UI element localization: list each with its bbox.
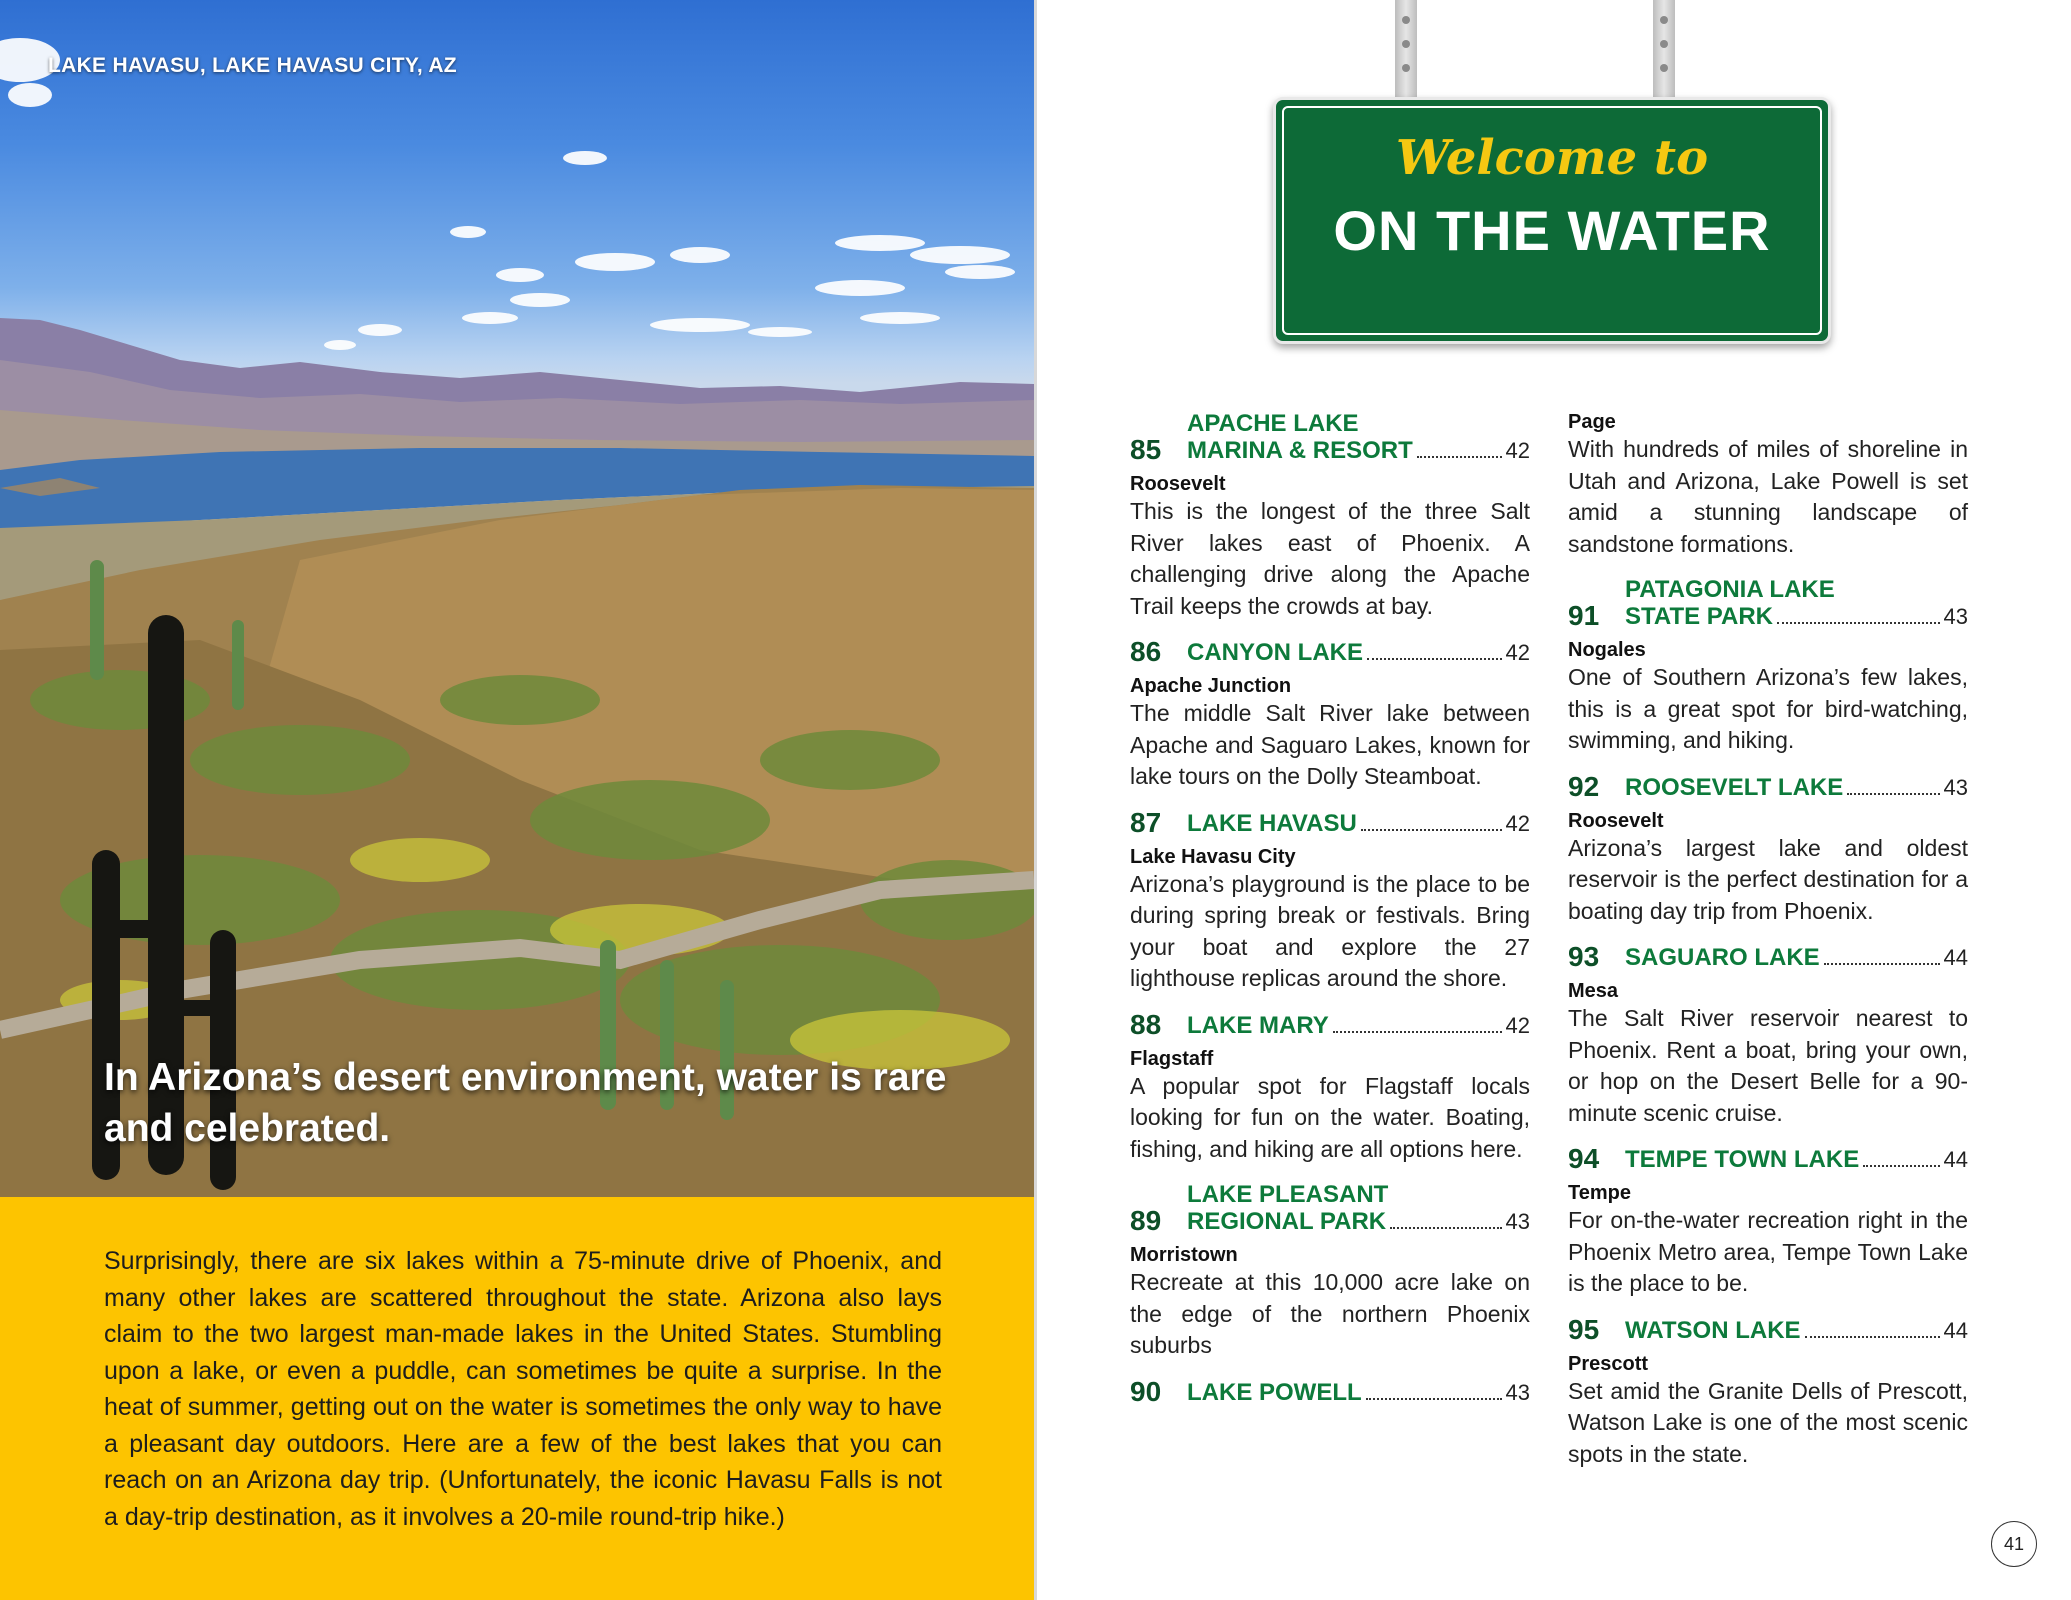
- entry-number: 93: [1568, 941, 1600, 972]
- sign-welcome-text: Welcome to: [1395, 130, 1709, 186]
- lake-entry: [1568, 1313, 1968, 1471]
- entry-title: APACHE LAKE: [1187, 410, 1359, 437]
- entry-description: Recreate at this 10,000 acre lake on the edge of the northern Phoenix suburbs: [1130, 1269, 1530, 1358]
- entry-location: Lake Havasu City: [1130, 845, 1296, 868]
- entry-heading: [1568, 576, 1968, 630]
- entry-location: Prescott: [1568, 1352, 1649, 1375]
- page-number: 41: [1991, 1521, 2037, 1567]
- entry-page-ref: 42: [1505, 640, 1530, 665]
- entry-number: 94: [1568, 1143, 1600, 1174]
- photo-caption: LAKE HAVASU, LAKE HAVASU CITY, AZ: [48, 54, 457, 77]
- entry-page-ref: 42: [1505, 1012, 1530, 1038]
- lake-entry: [1568, 943, 1968, 1129]
- lake-entry: [1568, 576, 1968, 757]
- intro-paragraph: Surprisingly, there are six lakes within a 75-minute drive of Phoenix, and many other lakes are scattered throughout the state. Arizona also lays claim to the two largest man-made lakes in the United States. Stumbling upon a lake, or even a puddle, can sometimes be quite a surprise. In the heat of summer, getting out on the water is sometimes the only way to have a pleasant day outdoors. Here are a few of the best lakes that you can reach on an Arizona day trip. (Unfortunately, the iconic Havasu Falls is not a day-trip destination, as it involves a 20-mile round-trip hike.): [104, 1247, 942, 1531]
- leader-dots: [1805, 1336, 1940, 1338]
- lake-entry: [1130, 1008, 1530, 1166]
- entry-number: 87: [1130, 806, 1162, 838]
- leader-dots: [1847, 793, 1939, 795]
- entry-description: The middle Salt River lake between Apache and Saguaro Lakes, known for lake tours on the Dolly Steamboat.: [1130, 700, 1530, 789]
- entry-heading: [1130, 638, 1530, 666]
- entry-location: Page: [1568, 411, 1616, 433]
- lake-entry: [1568, 1145, 1968, 1300]
- sign-post-left: [1395, 0, 1417, 106]
- entry-page-ref: 44: [1943, 1147, 1968, 1172]
- entry-location: Apache Junction: [1130, 675, 1292, 697]
- leader-dots: [1361, 829, 1502, 831]
- entry-number: 92: [1568, 770, 1600, 802]
- entry-heading: [1568, 943, 1968, 971]
- entry-title: LAKE MARY: [1187, 1011, 1329, 1039]
- entry-page-ref: 44: [1943, 1317, 1968, 1343]
- entry-heading: [1130, 1375, 1530, 1407]
- entry-heading: [1130, 1181, 1530, 1235]
- entry-title: LAKE POWELL: [1187, 1378, 1362, 1406]
- entry-description: With hundreds of miles of shoreline in Utah and Arizona, Lake Powell is set amid a stunning landscape of sandstone formations.: [1568, 436, 1968, 557]
- entry-number: 91: [1568, 600, 1600, 631]
- entry-title: SAGUARO LAKE: [1625, 944, 1820, 971]
- lake-entry: [1130, 410, 1530, 622]
- entry-number: 86: [1130, 636, 1162, 667]
- entry-title: STATE PARK: [1625, 603, 1773, 630]
- welcome-sign: [1273, 97, 1831, 344]
- leader-dots: [1777, 622, 1940, 624]
- entry-number: 88: [1130, 1008, 1162, 1040]
- entry-location: Roosevelt: [1568, 809, 1664, 832]
- entry-title: MARINA & RESORT: [1187, 437, 1413, 464]
- entry-heading: [1130, 410, 1530, 464]
- entry-description: The Salt River reservoir nearest to Phoenix. Rent a boat, bring your own, or hop on the Desert Belle for a 90-minute scenic cruise.: [1568, 1005, 1968, 1126]
- sign-post-right: [1653, 0, 1675, 106]
- entry-heading: [1130, 806, 1530, 838]
- leader-dots: [1824, 963, 1940, 965]
- entry-page-ref: 42: [1505, 438, 1530, 463]
- entry-number: 85: [1130, 434, 1162, 465]
- entry-location: Mesa: [1568, 980, 1619, 1002]
- entry-title: ROOSEVELT LAKE: [1625, 773, 1844, 801]
- entry-location: Morristown: [1130, 1244, 1238, 1266]
- entry-page-ref: 42: [1505, 810, 1530, 836]
- entry-title: PATAGONIA LAKE: [1625, 576, 1835, 603]
- entry-description: Arizona’s largest lake and oldest reservoir is the perfect destination for a boating day trip from Phoenix.: [1568, 834, 1968, 924]
- left-page: [0, 0, 1034, 1600]
- entry-description: One of Southern Arizona’s few lakes, this is a great spot for bird-watching, swimming, and hiking.: [1568, 664, 1968, 753]
- entry-heading: [1568, 1313, 1968, 1345]
- entry-description: Arizona’s playground is the place to be during spring break or festivals. Bring your boat and explore the 27 lighthouse replicas around the shore.: [1130, 870, 1530, 991]
- leader-dots: [1333, 1031, 1502, 1033]
- leader-dots: [1367, 658, 1502, 660]
- entry-location: Roosevelt: [1130, 473, 1226, 495]
- entry-number: 90: [1130, 1375, 1162, 1407]
- lake-entry: [1130, 1181, 1530, 1362]
- entry-title: CANYON LAKE: [1187, 639, 1364, 666]
- entry-description: This is the longest of the three Salt River lakes east of Phoenix. A challenging drive along the Apache Trail keeps the crowds at bay.: [1130, 498, 1530, 619]
- lake-entry-continued: [1568, 410, 1968, 560]
- entry-number: 89: [1130, 1205, 1162, 1236]
- entries-column-right: [1568, 410, 1968, 1486]
- entry-location: Flagstaff: [1130, 1047, 1214, 1070]
- lake-landscape-photo: [0, 0, 1034, 1197]
- lake-entry: [1130, 1375, 1530, 1407]
- leader-dots: [1863, 1165, 1939, 1167]
- entry-heading: [1568, 1145, 1968, 1173]
- entry-heading: [1568, 770, 1968, 802]
- lake-entry: [1130, 638, 1530, 793]
- entry-page-ref: 43: [1505, 1379, 1530, 1405]
- right-page: [1037, 0, 2071, 1600]
- entry-location: Nogales: [1568, 639, 1646, 661]
- entry-description: A popular spot for Flagstaff locals looking for fun on the water. Boating, fishing, and hiking are all options here.: [1130, 1072, 1530, 1162]
- entry-title: TEMPE TOWN LAKE: [1625, 1146, 1860, 1173]
- sign-title: ON THE WATER: [1333, 199, 1771, 262]
- entry-page-ref: 43: [1505, 1209, 1530, 1234]
- photo-headline: In Arizona’s desert environment, water is rare and celebrated.: [104, 1056, 947, 1150]
- entry-page-ref: 44: [1943, 945, 1968, 970]
- entry-description: Set amid the Granite Dells of Prescott, Watson Lake is one of the most scenic spots in the state.: [1568, 1377, 1968, 1467]
- entry-title: REGIONAL PARK: [1187, 1208, 1387, 1235]
- entry-location: Tempe: [1568, 1182, 1631, 1204]
- entry-title: WATSON LAKE: [1625, 1316, 1801, 1344]
- entry-page-ref: 43: [1943, 774, 1968, 800]
- leader-dots: [1366, 1398, 1502, 1400]
- entry-title: LAKE PLEASANT: [1187, 1181, 1389, 1208]
- entries-column-left: [1130, 410, 1530, 1422]
- lake-entry: [1568, 770, 1968, 928]
- leader-dots: [1417, 456, 1502, 458]
- entry-title: LAKE HAVASU: [1187, 809, 1357, 837]
- entry-page-ref: 43: [1943, 604, 1968, 629]
- entry-heading: [1130, 1008, 1530, 1040]
- lake-entry: [1130, 806, 1530, 995]
- leader-dots: [1390, 1227, 1501, 1229]
- entry-number: 95: [1568, 1313, 1600, 1345]
- entry-description: For on-the-water recreation right in the Phoenix Metro area, Tempe Town Lake is the place to be.: [1568, 1207, 1968, 1296]
